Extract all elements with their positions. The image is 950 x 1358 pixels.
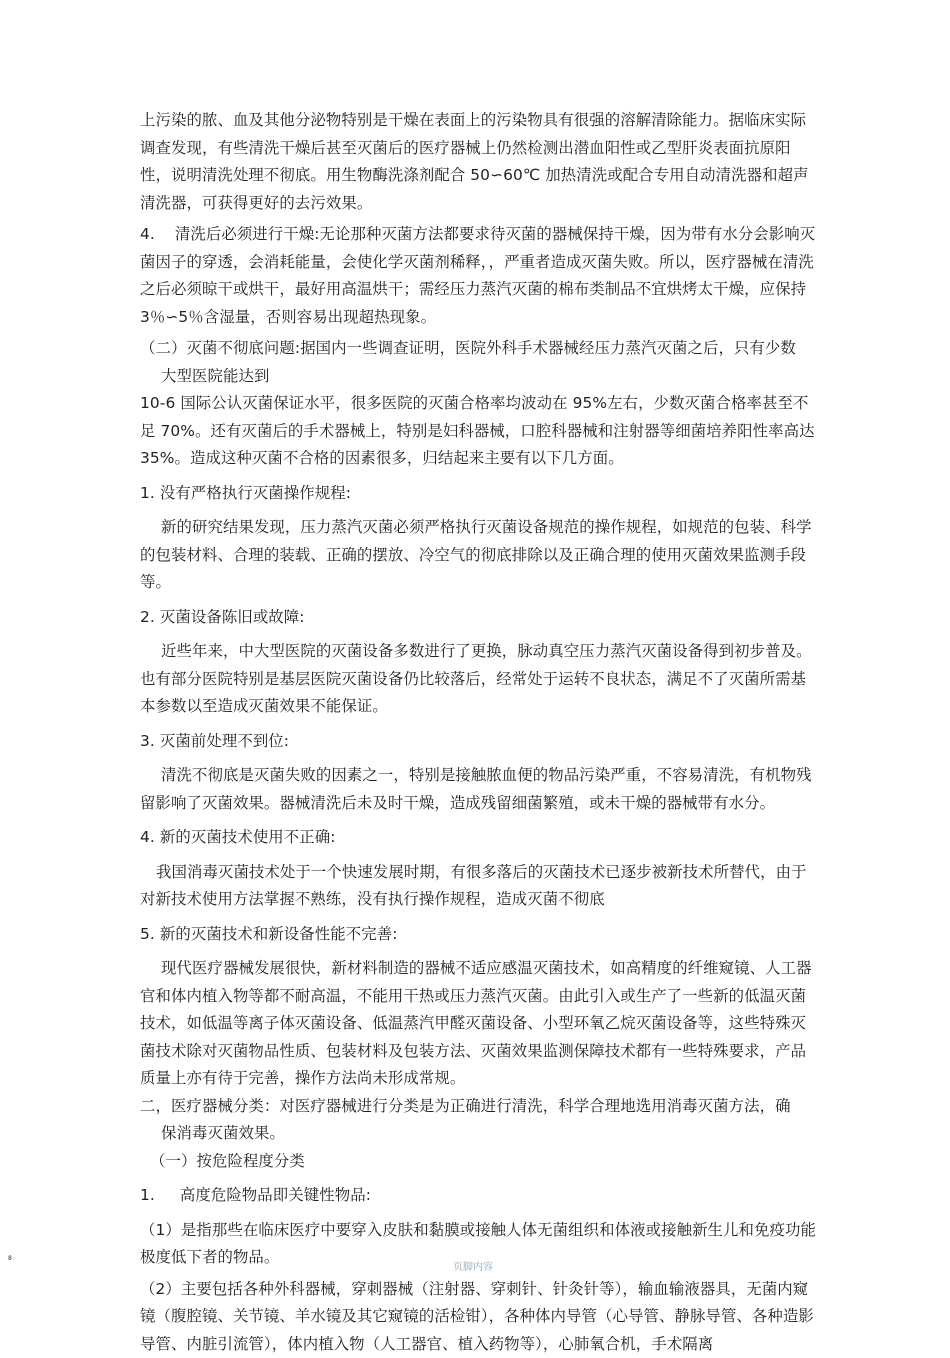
page-footer: 页脚内容 (453, 1262, 493, 1274)
item-body-3: 清洗不彻底是灭菌失败的因素之一，特别是接触脓血便的物品污染严重，不容易清洗，有机物残留影响了灭菌效果。器械清洗后未及时干燥，造成残留细菌繁殖，或未干燥的器械带有水分。 (140, 762, 820, 817)
paragraph-step-4: 4. 清洗后必须进行干燥:无论那种灭菌方法都要求待灭菌的器械保持干燥，因为带有水分会影响灭菌因子的穿透，会消耗能量，会使化学灭菌剂稀释，，严重者造成灭菌失败。所以，医疗器械在清洗之后必须晾干或烘干，最好用高温烘干；需经压力蒸汽灭菌的棉布类制品不宜烘烤太干燥，应保持 3％∽5％含湿量，否则容易出现超热现象。 (140, 221, 820, 331)
section-heading-classification-line-1: 二，医疗器械分类：对医疗器械进行分类是为正确进行清洗，科学合理地选用消毒灭菌方法，确 (140, 1093, 820, 1121)
item-heading-4: 4. 新的灭菌技术使用不正确: (140, 824, 820, 852)
item-body-1: 新的研究结果发现，压力蒸汽灭菌必须严格执行灭菌设备规范的操作规程，如规范的包装、科学的包装材料、合理的装载、正确的摆放、冷空气的彻底排除以及正确合理的使用灭菌效果监测手段等。 (140, 514, 820, 597)
paragraph-sterilization-level: 10-6 国际公认灭菌保证水平，很多医院的灭菌合格率均波动在 95%左右，少数灭菌合格率甚至不足 70%。还有灭菌后的手术器械上，特别是妇科器械，口腔科器械和注射器等细菌培养阳性率高达 35%。造成这种灭菌不合格的因素很多，归结起来主要有以下几方面。 (140, 390, 820, 473)
section-heading-2-line-2: 大型医院能达到 (140, 363, 820, 391)
item-heading-1: 1. 没有严格执行灭菌操作规程: (140, 480, 820, 508)
item-high-risk-definition: （1）是指那些在临床医疗中要穿入皮肤和黏膜或接触人体无菌组织和体液或接触新生儿和免疫功能极度低下者的物品。 (140, 1217, 820, 1272)
paragraph-1: 上污染的脓、血及其他分泌物特别是干燥在表面上的污染物具有很强的溶解清除能力。据临床实际调查发现，有些清洗干燥后甚至灭菌后的医疗器械上仍然检测出潜血阳性或乙型肝炎表面抗原阳性，说明清洗处理不彻底。用生物酶洗涤剂配合 50∽60℃ 加热清洗或配合专用自动清洗器和超声清洗器，可获得更好的去污效果。 (140, 107, 820, 217)
section-heading-classification-line-2: 保消毒灭菌效果。 (140, 1120, 820, 1148)
item-heading-high-risk: 1. 高度危险物品即关键性物品: (140, 1182, 820, 1210)
item-body-5: 现代医疗器械发展很快，新材料制造的器械不适应感温灭菌技术，如高精度的纤维窥镜、人工器官和体内植入物等都不耐高温，不能用干热或压力蒸汽灭菌。由此引入或生产了一些新的低温灭菌技术，如低温等离子体灭菌设备、低温蒸汽甲醛灭菌设备、小型环氧乙烷灭菌设备等，这些特殊灭菌技术除对灭菌物品性质、包装材料及包装方法、灭菌效果监测保障技术都有一些特殊要求，产品质量上亦有待于完善，操作方法尚未形成常规。 (140, 955, 820, 1093)
item-body-2: 近些年来，中大型医院的灭菌设备多数进行了更换，脉动真空压力蒸汽灭菌设备得到初步普及。也有部分医院特别是基层医院灭菌设备仍比较落后，经常处于运转不良状态，满足不了灭菌所需基本参数以至造成灭菌效果不能保证。 (140, 638, 820, 721)
item-heading-3: 3. 灭菌前处理不到位: (140, 728, 820, 756)
section-heading-2-line-1: （二）灭菌不彻底问题:据国内一些调查证明，医院外科手术器械经压力蒸汽灭菌之后，只有少数 (140, 335, 820, 363)
page-number: 8 (8, 1255, 12, 1262)
item-heading-5: 5. 新的灭菌技术和新设备性能不完善: (140, 921, 820, 949)
item-heading-2: 2. 灭菌设备陈旧或故障: (140, 604, 820, 632)
item-high-risk-examples: （2）主要包括各种外科器械，穿刺器械（注射器、穿刺针、针灸针等），输血输液器具，无菌内窥镜（腹腔镜、关节镜、羊水镜及其它窥镜的活检钳），各种体内导管（心导管、静脉导管、各种造影导管、内脏引流管），体内植入物（人工器官、植入药物等），心肺氧合机，手术隔离 (140, 1276, 820, 1358)
body-text (140, 107, 820, 1358)
item-body-4: 我国消毒灭菌技术处于一个快速发展时期，有很多落后的灭菌技术已逐步被新技术所替代，由于对新技术使用方法掌握不熟练，没有执行操作规程，造成灭菌不彻底 (140, 859, 820, 914)
subsection-heading-risk: （一）按危险程度分类 (140, 1148, 820, 1176)
